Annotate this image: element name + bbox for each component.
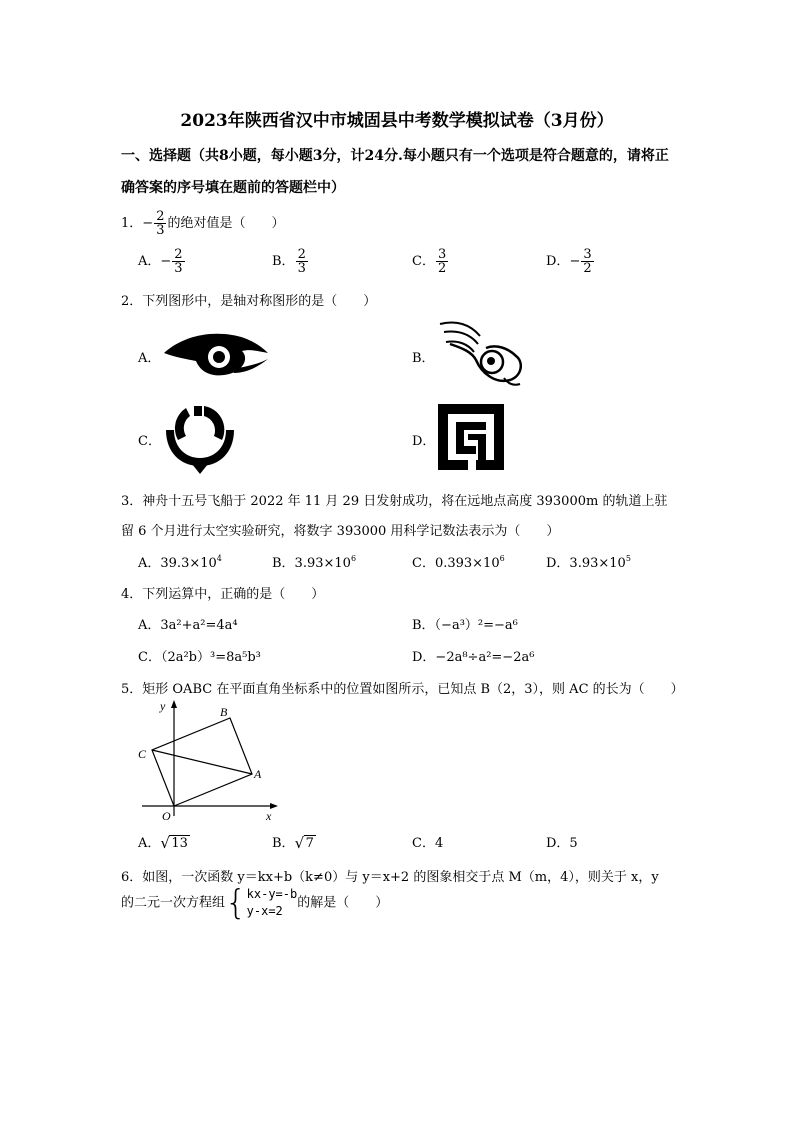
q5-option-d[interactable]: D．5 bbox=[546, 836, 578, 851]
q1-a-neg: − bbox=[160, 254, 172, 269]
q1-d-num: 3 bbox=[583, 247, 592, 262]
section-heading-line2: 确答案的序号填在题前的答题栏中） bbox=[121, 180, 345, 196]
q5-option-c[interactable]: C．4 bbox=[412, 836, 444, 851]
q3-d-exp: 5 bbox=[625, 554, 631, 563]
label-o: O bbox=[162, 809, 171, 822]
q3-option-c[interactable] bbox=[412, 552, 505, 571]
q1-b-num: 2 bbox=[297, 247, 306, 262]
q5-a-label: A． bbox=[138, 836, 161, 851]
q3-a-exp: 4 bbox=[216, 554, 222, 563]
q5-b-label: B． bbox=[272, 836, 295, 851]
label-x: x bbox=[266, 809, 272, 822]
q1-c-label: C． bbox=[412, 254, 435, 269]
q5-a-radicand: 13 bbox=[171, 836, 188, 851]
q3-a-text: A．39.3×10 bbox=[138, 556, 217, 571]
q3-option-a[interactable] bbox=[138, 552, 222, 571]
q3-option-b[interactable] bbox=[272, 552, 356, 571]
q1-frac-den: 3 bbox=[156, 223, 165, 238]
q1-stem: 的绝对值是（ ） bbox=[167, 216, 285, 231]
q4-option-c[interactable]: C．（2a²b）³=8a⁵b³ bbox=[138, 650, 261, 665]
q1-d-neg: − bbox=[569, 254, 581, 269]
exam-title: 2023年陕西省汉中市城固县中考数学模拟试卷（3月份） bbox=[180, 111, 614, 131]
rectangle-coordinate-figure bbox=[132, 698, 280, 822]
sqrt-sign-icon: √ bbox=[294, 834, 305, 852]
q1-a-num: 2 bbox=[174, 247, 183, 262]
y-axis-arrow bbox=[171, 700, 177, 708]
q4-option-a[interactable]: A．3a²+a²=4a⁴ bbox=[138, 618, 238, 633]
q1-option-a[interactable] bbox=[138, 248, 186, 275]
maze-seal-figure-icon[interactable] bbox=[438, 404, 504, 470]
question-6-line2 bbox=[121, 883, 389, 923]
q1-c-frac bbox=[436, 248, 448, 275]
equation-system bbox=[247, 886, 298, 920]
q1-d-den: 2 bbox=[583, 261, 592, 276]
q4-option-d[interactable]: D．−2a⁸÷a²=−2a⁶ bbox=[412, 650, 535, 665]
q1-option-b[interactable] bbox=[272, 248, 309, 275]
q1-option-d[interactable] bbox=[546, 248, 595, 275]
equation-2: y-x=2 bbox=[246, 904, 283, 918]
ring-figure-icon[interactable] bbox=[160, 400, 240, 476]
question-5: 5．矩形 OABC 在平面直角坐标系中的位置如图所示，已知点 B（2，3），则 AC 的长为（ ） bbox=[121, 682, 684, 697]
eye-hand-figure-icon[interactable] bbox=[436, 318, 526, 390]
section-heading-line1: 一、选择题（共8小题，每小题3分，计24分.每小题只有一个选项是符合题意的，请将正 bbox=[121, 148, 669, 164]
q1-a-den: 3 bbox=[174, 261, 183, 276]
q3-c-exp: 6 bbox=[499, 554, 505, 563]
question-6-line1: 6．如图，一次函数 y＝kx+b（k≠0）与 y＝x+2 的图象相交于点 M（m，4），则关于 x，y bbox=[121, 870, 659, 885]
q1-c-den: 2 bbox=[437, 261, 447, 276]
eye-figure-icon[interactable] bbox=[162, 325, 272, 385]
label-a: A bbox=[254, 767, 262, 781]
equation-1: kx-y=-b bbox=[246, 887, 298, 901]
label-c: C bbox=[138, 747, 147, 761]
q3-option-d[interactable] bbox=[546, 552, 631, 571]
label-y: y bbox=[160, 699, 166, 713]
q3-c-text: C．0.393×10 bbox=[412, 556, 500, 571]
label-b: B bbox=[220, 705, 228, 719]
q1-neg: − bbox=[142, 216, 154, 231]
q6-line2-pre: 的二元一次方程组 bbox=[121, 895, 226, 911]
q2-option-b-label[interactable]: B． bbox=[412, 351, 435, 366]
q3-b-exp: 6 bbox=[350, 554, 357, 563]
q1-d-label: D． bbox=[546, 254, 570, 269]
q1-frac-num: 2 bbox=[156, 209, 165, 224]
q4-option-b[interactable]: B．（−a³）²=−a⁶ bbox=[412, 618, 518, 633]
question-1 bbox=[121, 210, 284, 237]
q1-option-c[interactable] bbox=[412, 248, 449, 275]
q1-fraction bbox=[154, 210, 166, 237]
q1-b-den: 3 bbox=[297, 261, 306, 276]
q1-b-frac bbox=[296, 248, 308, 275]
q1-number: 1． bbox=[121, 216, 143, 231]
question-3-line2: 留 6 个月进行太空实验研究，将数字 393000 用科学记数法表示为（ ） bbox=[121, 524, 560, 539]
q5-b-sqrt bbox=[295, 836, 316, 851]
q3-b-text: B．3.93×10 bbox=[272, 556, 351, 571]
question-4: 4．下列运算中，正确的是（ ） bbox=[121, 587, 325, 602]
q5-option-b[interactable] bbox=[272, 832, 316, 851]
q1-c-num: 3 bbox=[437, 247, 447, 262]
diagonal-ac bbox=[152, 750, 252, 774]
q1-d-frac bbox=[581, 248, 593, 275]
q2-option-a-label[interactable]: A． bbox=[138, 351, 161, 366]
sqrt-sign-icon: √ bbox=[160, 834, 170, 852]
q2-option-c-label[interactable]: C． bbox=[138, 434, 161, 449]
brace-icon: { bbox=[225, 883, 247, 923]
q6-line2-post: 的解是（ ） bbox=[297, 895, 389, 911]
q5-b-radicand: 7 bbox=[305, 836, 314, 851]
q1-b-label: B． bbox=[272, 254, 295, 269]
q1-a-label: A． bbox=[138, 254, 161, 269]
q5-option-a[interactable] bbox=[138, 832, 190, 851]
q3-d-text: D．3.93×10 bbox=[546, 556, 626, 571]
question-3-line1: 3．神舟十五号飞船于 2022 年 11 月 29 日发射成功，将在远地点高度 393000m 的轨道上驻 bbox=[121, 494, 668, 509]
q5-a-sqrt bbox=[160, 836, 190, 851]
q2-option-d-label[interactable]: D． bbox=[412, 434, 436, 449]
question-2: 2．下列图形中，是轴对称图形的是（ ） bbox=[121, 294, 377, 309]
q1-a-frac bbox=[172, 248, 184, 275]
